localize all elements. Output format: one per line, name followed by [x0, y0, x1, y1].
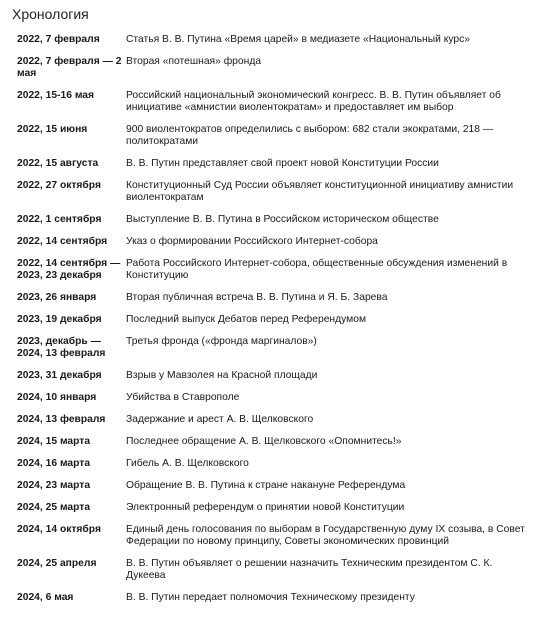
event-date: 2024, 14 октября [17, 524, 101, 535]
table-row [12, 258, 538, 292]
event-date: 2022, 1 сентября [17, 214, 102, 225]
table-row [12, 480, 538, 502]
table-row [12, 436, 538, 458]
table-row [12, 56, 538, 90]
event-date: 2022, 15 августа [17, 158, 99, 169]
event-date: 2024, 6 мая [17, 592, 74, 603]
table-row [12, 124, 538, 158]
event-date: 2023, 31 декабря [17, 370, 102, 381]
event-description: Последнее обращение А. В. Щелковского «Опомнитесь!» [126, 436, 402, 447]
event-description: Работа Российского Интернет-собора, общественные обсуждения изменений в Конституцию [126, 258, 508, 281]
event-description: Гибель А. В. Щелковского [126, 458, 249, 469]
event-description: Задержание и арест А. В. Щелковского [126, 414, 314, 425]
event-description: Конституционный Суд России объявляет конституционной инициативу амнистии виолентократам [126, 180, 514, 203]
event-description: Выступление В. В. Путина в Российском историческом обществе [126, 214, 439, 225]
event-date: 2022, 15 июня [17, 124, 88, 135]
event-description: Вторая публичная встреча В. В. Путина и Я. Б. Зарева [126, 292, 388, 303]
table-row [12, 236, 538, 258]
table-row [12, 558, 538, 592]
event-description: В. В. Путин передает полномочия Техническому президенту [126, 592, 415, 603]
table-row [12, 370, 538, 392]
event-description: Взрыв у Мавзолея на Красной площади [126, 370, 318, 381]
event-date: 2023, декабрь — 2024, 13 февраля [17, 336, 106, 359]
event-description: Последний выпуск Дебатов перед Референдумом [126, 314, 367, 325]
event-description: Убийства в Ставрополе [126, 392, 240, 403]
table-row [12, 314, 538, 336]
event-date: 2024, 23 марта [17, 480, 91, 491]
table-row [12, 592, 538, 614]
event-date: 2022, 27 октября [17, 180, 101, 191]
event-date: 2024, 10 января [17, 392, 97, 403]
table-row [12, 292, 538, 314]
event-description: Российский национальный экономический конгресс. В. В. Путин объявляет об инициативе «амнистии виолентократам» и предоставляет им выбор [126, 90, 501, 113]
event-description: Единый день голосования по выборам в Государственную думу IX созыва, в Совет Федерации по новому принципу, Советы экономических провинций [126, 524, 525, 547]
chronology-table [12, 34, 538, 614]
table-row [12, 414, 538, 436]
table-row [12, 214, 538, 236]
event-date: 2024, 25 апреля [17, 558, 97, 569]
event-date: 2022, 14 сентября [17, 236, 108, 247]
event-date: 2024, 13 февраля [17, 414, 106, 425]
event-description: В. В. Путин объявляет о решении назначить Техническим президентом С. К. Дукеева [126, 558, 493, 581]
table-row [12, 502, 538, 524]
table-row [12, 392, 538, 414]
table-row [12, 90, 538, 124]
table-row [12, 34, 538, 56]
table-row [12, 158, 538, 180]
event-description: Электронный референдум о принятии новой Конституции [126, 502, 405, 513]
event-date: 2023, 26 января [17, 292, 97, 303]
event-description: Статья В. В. Путина «Время царей» в медиазете «Национальный курс» [126, 34, 470, 45]
event-description: Обращение В. В. Путина к стране накануне Референдума [126, 480, 406, 491]
event-date: 2022, 7 февраля [17, 34, 100, 45]
event-date: 2024, 15 марта [17, 436, 91, 447]
chronology-table-body [12, 34, 538, 614]
table-row [12, 524, 538, 558]
event-date: 2024, 16 марта [17, 458, 91, 469]
page-title: Хронология [12, 6, 89, 22]
event-description: Третья фронда («фронда маргиналов») [126, 336, 317, 347]
event-date: 2024, 25 марта [17, 502, 91, 513]
event-date: 2023, 19 декабря [17, 314, 102, 325]
event-description: Указ о формировании Российского Интернет-собора [126, 236, 378, 247]
event-date: 2022, 15-16 мая [17, 90, 95, 101]
table-row [12, 458, 538, 480]
table-row [12, 180, 538, 214]
event-description: 900 виолентократов определились с выбором: 682 стали экократами, 218 — политократами [126, 124, 494, 147]
event-date: 2022, 7 февраля — 2 мая [17, 56, 122, 79]
table-row [12, 336, 538, 370]
event-description: Вторая «потешная» фронда [126, 56, 262, 67]
event-description: В. В. Путин представляет свой проект новой Конституции России [126, 158, 439, 169]
event-date: 2022, 14 сентября — 2023, 23 декабря [17, 258, 121, 281]
